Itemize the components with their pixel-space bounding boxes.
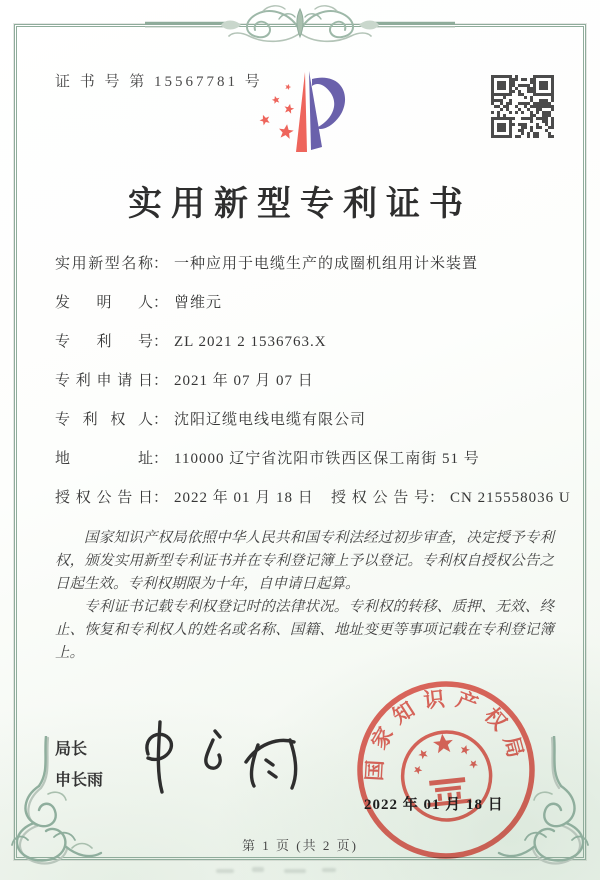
certificate-number: 证 书 号 第 15567781 号 <box>55 74 263 90</box>
field-colon: ： <box>153 490 169 506</box>
signer-name: 申长雨 <box>55 772 104 789</box>
field-label: 专利号 <box>55 334 153 350</box>
field-label: 发明人 <box>55 295 153 311</box>
field-utility-model-name <box>55 252 560 274</box>
field-colon: ： <box>153 295 169 311</box>
field-value: 曾维元 <box>174 295 223 311</box>
field-value: 2021 年 07 月 07 日 <box>174 373 314 389</box>
signer-block <box>55 734 103 796</box>
field-value: 一种应用于电缆生产的成圈机组用计米装置 <box>174 256 479 272</box>
field-value: CN 215558036 U <box>450 490 571 506</box>
field-colon: ： <box>153 373 169 389</box>
field-colon: ： <box>153 412 169 428</box>
page-number: 第 1 页 (共 2 页) <box>242 838 358 853</box>
field-address <box>55 447 560 469</box>
field-label: 授权公告号 <box>331 490 429 506</box>
legal-text <box>55 527 554 665</box>
field-patent-number <box>55 330 560 352</box>
field-patentee <box>55 408 560 430</box>
field-filing-date <box>55 369 560 391</box>
field-label: 授权公告日 <box>55 490 153 506</box>
field-inventor <box>55 291 560 313</box>
field-colon: ： <box>153 334 169 350</box>
field-value: 沈阳辽缆电线电缆有限公司 <box>174 412 367 428</box>
qr-code <box>491 75 554 138</box>
bleed-smudge <box>284 869 306 873</box>
legal-paragraph-2: 专利证书记载专利权登记时的法律状况。专利权的转移、质押、无效、终止、恢复和专利权人的姓名或名称、国籍、地址变更等事项记载在专利登记簿上。 <box>55 599 554 661</box>
field-grant-number <box>331 486 571 507</box>
field-value: ZL 2021 2 1536763.X <box>174 334 327 350</box>
top-flourish-ornament <box>145 1 455 47</box>
certificate-fields <box>55 252 571 525</box>
seal-date: 2022 年 01 月 18 日 <box>364 797 504 813</box>
field-value: 2022 年 01 月 18 日 <box>174 490 314 506</box>
field-label: 专利权人 <box>55 412 153 428</box>
field-colon: ： <box>153 451 169 467</box>
certificate-title: 实用新型专利证书 <box>128 186 472 223</box>
field-label: 实用新型名称 <box>55 256 153 272</box>
legal-paragraph-1: 国家知识产权局依照中华人民共和国专利法经过初步审查，决定授予专利权，颁发实用新型专利证书并在专利登记簿上予以登记。专利权自授权公告之日起生效。专利权期限为十年，自申请日起算。 <box>55 530 554 592</box>
field-value: 110000 辽宁省沈阳市铁西区保工南街 51 号 <box>174 451 480 467</box>
bleed-smudge <box>216 869 234 873</box>
field-colon: ： <box>153 256 169 272</box>
bleed-smudge <box>252 867 264 872</box>
cnipa-logo-icon <box>246 64 352 164</box>
field-label: 专利申请日 <box>55 373 153 389</box>
field-colon: ： <box>429 490 445 506</box>
field-label: 地址 <box>55 451 153 467</box>
field-grant-announcement <box>55 486 571 508</box>
seal-ring-text: 国家知识产权局 <box>362 685 531 782</box>
director-signature-image <box>118 714 328 800</box>
signer-title: 局长 <box>55 741 88 758</box>
bleed-smudge <box>322 868 336 872</box>
